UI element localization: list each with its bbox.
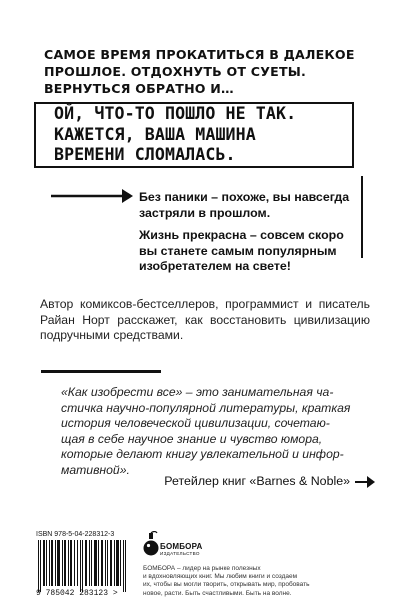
publisher-blurb [143, 565, 373, 598]
author-blurb: Автор комиксов-бестселлеров, программист и писатель Райан Норт расскажет, как восстановить цивилизацию подручными средствами. [40, 297, 370, 343]
arrow-right-icon [355, 474, 375, 490]
headline-line: ОЙ, ЧТО-ТО ПОШЛО НЕ ТАК. [54, 104, 297, 123]
callout-line: Жизнь прекрасна – совсем скоро [139, 228, 344, 242]
barcode-digits: 9 785042 283123 > [36, 589, 118, 598]
intro-line: ВЕРНУТЬСЯ ОБРАТНО И… [44, 81, 234, 96]
quote-line: мативной». [61, 462, 130, 477]
intro-line: САМОЕ ВРЕМЯ ПРОКАТИТЬСЯ В ДАЛЕКОЕ [44, 47, 355, 62]
bomb-icon [143, 531, 159, 559]
quote-line: «Как изобрести все» – это занимательная ча- [61, 385, 334, 399]
publisher-subtitle: ИЗДАТЕЛЬСТВО [160, 551, 200, 556]
callout-panic [139, 190, 379, 221]
quote-line: история человеческой цивилизации, сочетаю- [61, 416, 330, 431]
blurb-line: БОМБОРА – лидер на рынке полезных [143, 565, 261, 572]
barcode [34, 531, 138, 599]
headline [54, 104, 354, 166]
intro-text [44, 46, 374, 97]
vertical-divider [361, 176, 363, 258]
headline-line: КАЖЕТСЯ, ВАША МАШИНА [54, 124, 256, 144]
quote-line: стичка научно-популярной литературы, краткая [61, 400, 351, 415]
headline-line: ВРЕМЕНИ СЛОМАЛАСЬ. [54, 145, 236, 164]
callout-line: застряли в прошлом. [139, 205, 271, 220]
quote-line: которые делают книгу увлекательной и инфор- [61, 447, 344, 462]
blurb-line: их, чтобы вы могли творить, открывать мир, пробовать [143, 581, 310, 589]
intro-line: ПРОШЛОЕ. ОТДОХНУТЬ ОТ СУЕТЫ. [44, 64, 306, 79]
blurb-line: и вдохновляющих книг. Мы любим книги и создаем [143, 573, 298, 581]
review-quote [61, 385, 371, 479]
callout-line: Без паники – похоже, вы навсегда [139, 190, 350, 204]
horizontal-divider [41, 370, 161, 373]
barcode-bars [34, 540, 134, 592]
blurb-line: новое, расти. Быть счастливыми. Быть на волне. [143, 589, 292, 597]
callout-line: изобретателем на свете! [139, 259, 291, 273]
arrow-right-icon [51, 186, 133, 206]
callout-life [139, 228, 379, 275]
quote-line: щая в себе научное знание и чувство юмора, [61, 431, 323, 446]
callout-line: вы станете самым популярным [139, 243, 337, 258]
quote-attribution: Ретейлер книг «Barnes & Noble» [164, 474, 350, 488]
publisher-name: БОМБОРА [160, 542, 203, 551]
isbn-label: ISBN 978-5-04-228312-3 [36, 531, 115, 538]
publisher-logo [143, 531, 203, 561]
